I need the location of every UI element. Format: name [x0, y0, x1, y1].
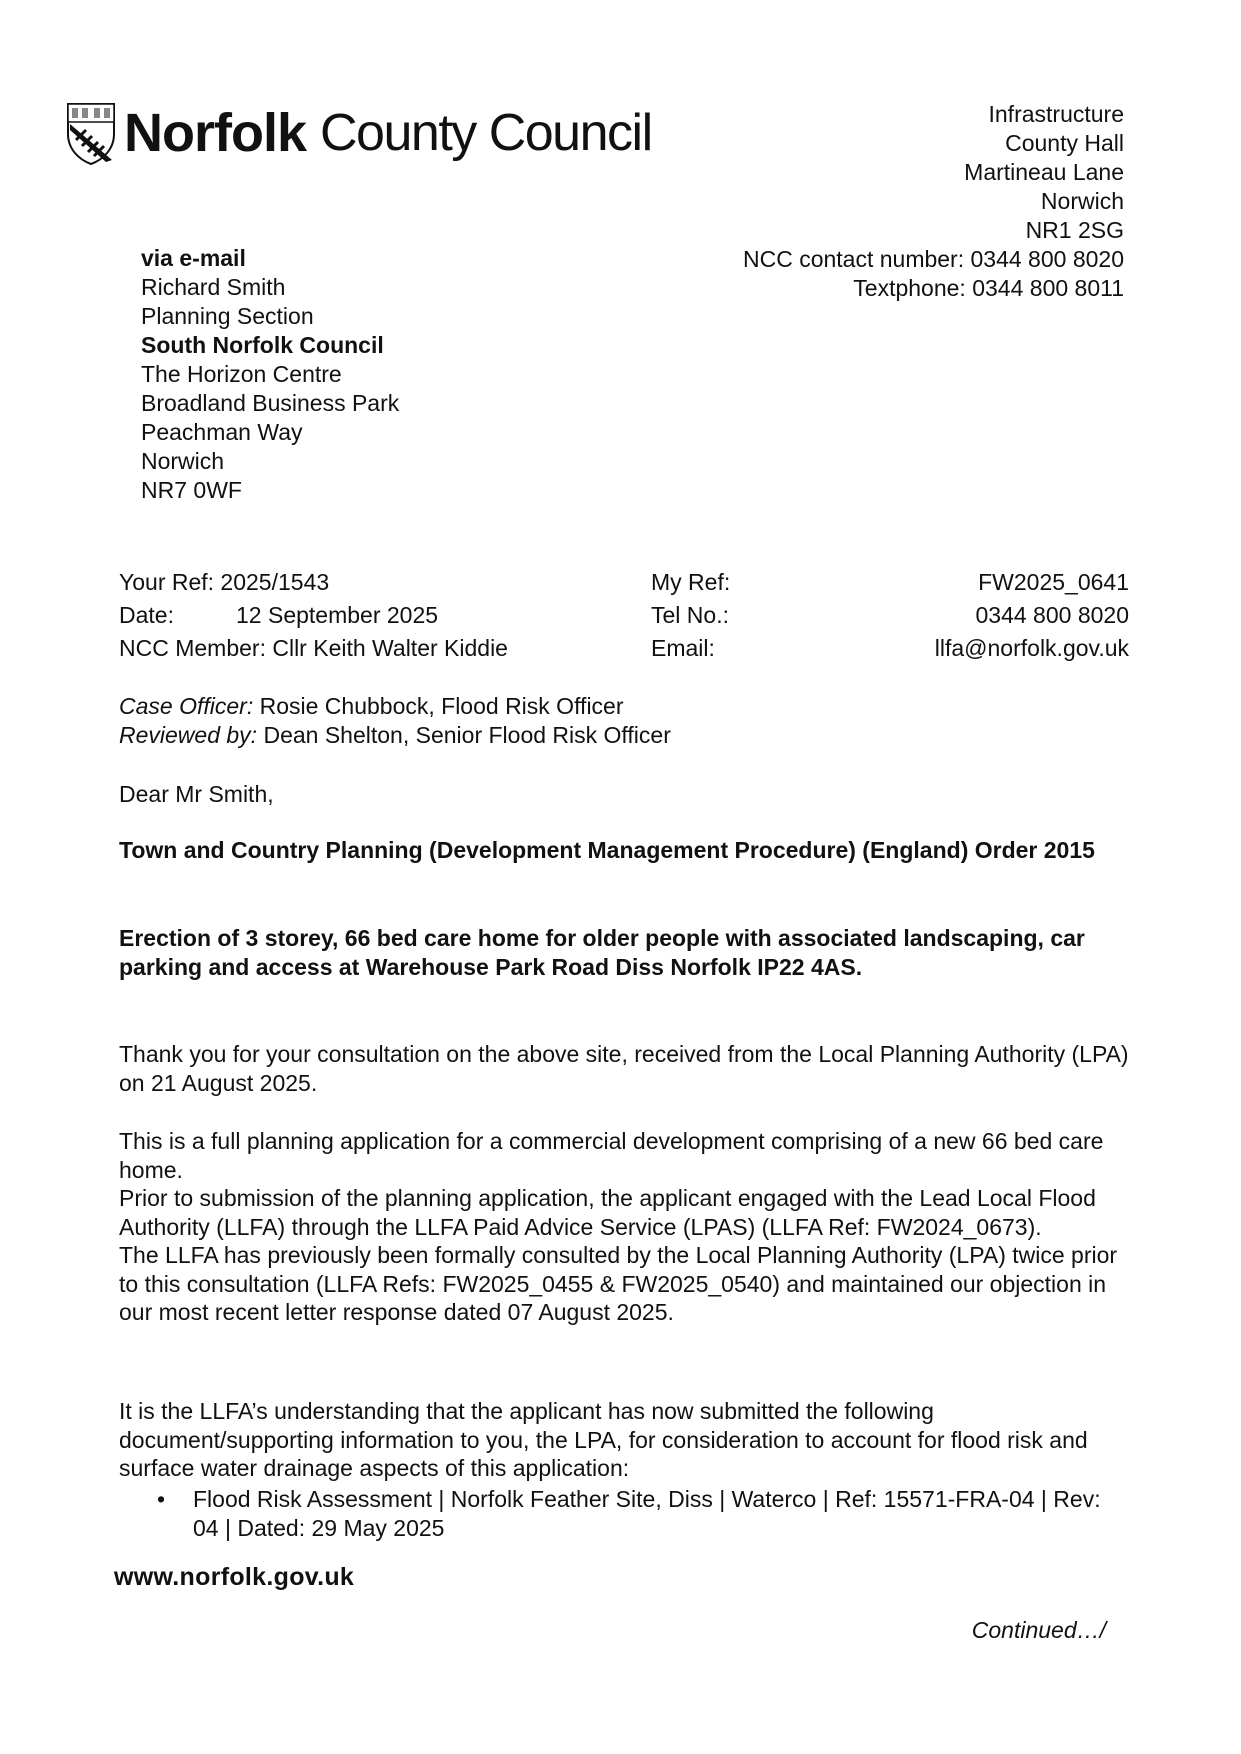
- tel-label: Tel No.:: [651, 602, 729, 628]
- my-ref-label: My Ref:: [651, 569, 731, 595]
- paragraph-consultation: Thank you for your consultation on the above site, received from the Local Planning Authority (LPA) on 21 August 2025.: [119, 1041, 1129, 1096]
- case-officer-label: Case Officer:: [119, 693, 254, 719]
- reviewed-by-value: Dean Shelton, Senior Flood Risk Officer: [257, 722, 671, 748]
- recipient-address-line: Peachman Way: [141, 419, 303, 445]
- sender-line: NR1 2SG: [1025, 217, 1124, 243]
- background-line: Prior to submission of the planning application, the applicant engaged with the Lead Local Flood Authority (LLFA) through the LLFA Paid Advice Service (LPAS) (LLFA Ref: FW2024_0673).: [119, 1185, 1096, 1240]
- recipient-address: [141, 244, 641, 505]
- reviewed-by-label: Reviewed by:: [119, 722, 258, 748]
- sender-line: Infrastructure: [988, 101, 1124, 127]
- email-label: Email:: [651, 635, 715, 661]
- sender-textphone: Textphone: 0344 800 8011: [853, 275, 1124, 301]
- case-officer: [119, 692, 671, 721]
- paragraph-background: [119, 1127, 1129, 1327]
- council-crest-icon: [66, 100, 116, 166]
- ref-row: [119, 566, 1129, 599]
- sender-contact-number: NCC contact number: 0344 800 8020: [742, 246, 1124, 272]
- order-heading: Town and Country Planning (Development Management Procedure) (England) Order 2015: [119, 837, 1095, 863]
- officer-block: [119, 692, 671, 750]
- recipient-name: Richard Smith: [141, 274, 286, 300]
- sender-line: Norwich: [1040, 188, 1124, 214]
- recipient-address-line: Broadland Business Park: [141, 390, 400, 416]
- date-field: [119, 602, 651, 629]
- list-item-text: Flood Risk Assessment | Norfolk Feather Site, Diss | Waterco | Ref: 15571-FRA-04 | Rev: 04 | Dated: 29 May 2025: [193, 1486, 1101, 1541]
- date-value: 12 September 2025: [236, 602, 439, 628]
- email-value[interactable]: llfa@norfolk.gov.uk: [934, 635, 1129, 661]
- ref-row: [119, 599, 1129, 632]
- recipient-address-line: NR7 0WF: [141, 477, 242, 503]
- list-item: [157, 1485, 1117, 1542]
- background-line: This is a full planning application for a commercial development comprising of a new 66 bed care home.: [119, 1128, 1104, 1183]
- logo-name: Norfolk: [124, 103, 306, 163]
- reference-block: [119, 566, 1129, 665]
- delivery-method: via e-mail: [141, 245, 246, 271]
- tel-value: 0344 800 8020: [975, 602, 1129, 628]
- ref-row: [119, 632, 1129, 665]
- recipient-address-line: The Horizon Centre: [141, 361, 342, 387]
- background-line: The LLFA has previously been formally consulted by the Local Planning Authority (LPA) twice prior to this consultation (LLFA Refs: FW2025_0455 & FW2025_0540) and maintained our objection in our most recent letter response dated 07 August 2025.: [119, 1242, 1118, 1325]
- recipient-council: South Norfolk Council: [141, 332, 384, 358]
- reviewed-by: [119, 721, 671, 750]
- sender-line: Martineau Lane: [964, 159, 1124, 185]
- website-link[interactable]: www.norfolk.gov.uk: [114, 1563, 355, 1591]
- recipient-section: Planning Section: [141, 303, 314, 329]
- date-label: Date:: [119, 602, 174, 628]
- my-ref-value: FW2025_0641: [978, 569, 1129, 595]
- proposal-heading: Erection of 3 storey, 66 bed care home for older people with associated landscaping, car parking and access at Warehouse Park Road Diss Norfolk IP22 4AS.: [119, 925, 1085, 980]
- sender-address: [604, 100, 1124, 303]
- logo-subname: County Council: [320, 104, 652, 162]
- sender-line: County Hall: [1005, 130, 1124, 156]
- council-logo: [66, 100, 652, 166]
- ncc-member: NCC Member: Cllr Keith Walter Kiddie: [119, 635, 508, 661]
- bullet-icon: •: [157, 1486, 166, 1512]
- paragraph-submission: It is the LLFA’s understanding that the applicant has now submitted the following document/supporting information to you, the LPA, for consideration to account for flood risk and surface water drainage aspects of this application:: [119, 1398, 1088, 1481]
- continued-note: Continued…/: [971, 1617, 1106, 1643]
- your-ref: Your Ref: 2025/1543: [119, 569, 330, 595]
- recipient-address-line: Norwich: [141, 448, 225, 474]
- case-officer-value: Rosie Chubbock, Flood Risk Officer: [253, 693, 624, 719]
- salutation: Dear Mr Smith,: [119, 781, 274, 807]
